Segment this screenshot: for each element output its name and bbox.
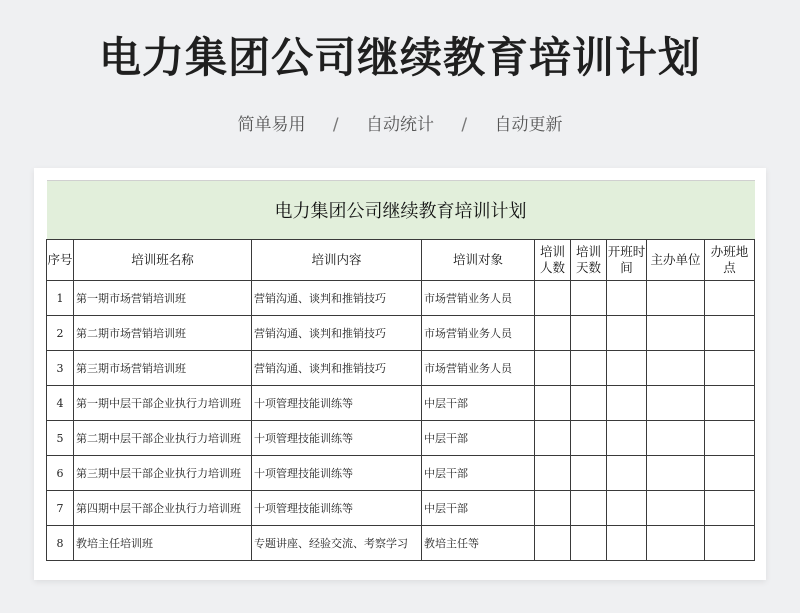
cell-organizer[interactable] bbox=[647, 491, 705, 526]
spreadsheet-preview bbox=[34, 168, 766, 580]
cell-organizer[interactable] bbox=[647, 421, 705, 456]
cell-location[interactable] bbox=[705, 316, 755, 351]
cell-name[interactable]: 教培主任培训班 bbox=[74, 526, 252, 561]
cell-target[interactable]: 中层干部 bbox=[422, 386, 535, 421]
cell-target[interactable]: 教培主任等 bbox=[422, 526, 535, 561]
column-header-target[interactable]: 培训对象 bbox=[422, 240, 535, 281]
column-header-organizer[interactable]: 主办单位 bbox=[647, 240, 705, 281]
column-header-location[interactable]: 办班地点 bbox=[705, 240, 755, 281]
column-header-name[interactable]: 培训班名称 bbox=[74, 240, 252, 281]
cell-days[interactable] bbox=[571, 456, 607, 491]
cell-start-time[interactable] bbox=[607, 491, 647, 526]
column-header-start-time[interactable]: 开班时间 bbox=[607, 240, 647, 281]
table-row bbox=[47, 316, 755, 351]
training-plan-table bbox=[46, 180, 755, 561]
cell-location[interactable] bbox=[705, 281, 755, 316]
cell-target[interactable]: 市场营销业务人员 bbox=[422, 281, 535, 316]
cell-target[interactable]: 市场营销业务人员 bbox=[422, 351, 535, 386]
cell-days[interactable] bbox=[571, 281, 607, 316]
cell-days[interactable] bbox=[571, 351, 607, 386]
table-body bbox=[47, 281, 755, 561]
cell-no[interactable]: 4 bbox=[47, 386, 74, 421]
cell-content[interactable]: 营销沟通、谈判和推销技巧 bbox=[252, 281, 422, 316]
sheet-title[interactable]: 电力集团公司继续教育培训计划 bbox=[47, 181, 755, 240]
tagline-item-auto-update: 自动更新 bbox=[494, 115, 563, 135]
cell-location[interactable] bbox=[705, 456, 755, 491]
sheet-title-row bbox=[47, 181, 755, 240]
cell-name[interactable]: 第一期市场营销培训班 bbox=[74, 281, 252, 316]
cell-headcount[interactable] bbox=[535, 386, 571, 421]
cell-headcount[interactable] bbox=[535, 316, 571, 351]
cell-location[interactable] bbox=[705, 421, 755, 456]
cell-organizer[interactable] bbox=[647, 281, 705, 316]
table-row bbox=[47, 386, 755, 421]
page-title: 电力集团公司继续教育培训计划 bbox=[98, 33, 701, 82]
cell-no[interactable]: 5 bbox=[47, 421, 74, 456]
cell-start-time[interactable] bbox=[607, 421, 647, 456]
table-row bbox=[47, 421, 755, 456]
cell-days[interactable] bbox=[571, 491, 607, 526]
cell-location[interactable] bbox=[705, 491, 755, 526]
cell-target[interactable]: 中层干部 bbox=[422, 456, 535, 491]
cell-headcount[interactable] bbox=[535, 456, 571, 491]
cell-content[interactable]: 十项管理技能训练等 bbox=[252, 421, 422, 456]
cell-location[interactable] bbox=[705, 386, 755, 421]
cell-content[interactable]: 专题讲座、经验交流、考察学习 bbox=[252, 526, 422, 561]
cell-no[interactable]: 1 bbox=[47, 281, 74, 316]
tagline-separator: / bbox=[332, 115, 339, 135]
cell-headcount[interactable] bbox=[535, 526, 571, 561]
column-header-no[interactable]: 序号 bbox=[47, 240, 74, 281]
cell-organizer[interactable] bbox=[647, 386, 705, 421]
cell-organizer[interactable] bbox=[647, 526, 705, 561]
cell-target[interactable]: 中层干部 bbox=[422, 491, 535, 526]
table-row bbox=[47, 351, 755, 386]
cell-location[interactable] bbox=[705, 351, 755, 386]
cell-organizer[interactable] bbox=[647, 316, 705, 351]
tagline-item-easy: 简单易用 bbox=[237, 115, 306, 135]
cell-start-time[interactable] bbox=[607, 281, 647, 316]
cell-organizer[interactable] bbox=[647, 351, 705, 386]
cell-name[interactable]: 第三期中层干部企业执行力培训班 bbox=[74, 456, 252, 491]
cell-no[interactable]: 2 bbox=[47, 316, 74, 351]
cell-days[interactable] bbox=[571, 386, 607, 421]
cell-name[interactable]: 第四期中层干部企业执行力培训班 bbox=[74, 491, 252, 526]
table-row bbox=[47, 526, 755, 561]
table-row bbox=[47, 491, 755, 526]
tagline-separator: / bbox=[461, 115, 468, 135]
cell-days[interactable] bbox=[571, 526, 607, 561]
column-header-headcount[interactable]: 培训人数 bbox=[535, 240, 571, 281]
feature-tagline bbox=[0, 112, 800, 138]
column-header-content[interactable]: 培训内容 bbox=[252, 240, 422, 281]
cell-content[interactable]: 十项管理技能训练等 bbox=[252, 491, 422, 526]
cell-start-time[interactable] bbox=[607, 316, 647, 351]
cell-no[interactable]: 8 bbox=[47, 526, 74, 561]
cell-start-time[interactable] bbox=[607, 386, 647, 421]
cell-days[interactable] bbox=[571, 316, 607, 351]
cell-content[interactable]: 营销沟通、谈判和推销技巧 bbox=[252, 316, 422, 351]
cell-days[interactable] bbox=[571, 421, 607, 456]
cell-name[interactable]: 第二期市场营销培训班 bbox=[74, 316, 252, 351]
cell-headcount[interactable] bbox=[535, 421, 571, 456]
tagline-item-auto-stats: 自动统计 bbox=[366, 115, 434, 135]
table-row bbox=[47, 456, 755, 491]
cell-start-time[interactable] bbox=[607, 456, 647, 491]
cell-name[interactable]: 第二期中层干部企业执行力培训班 bbox=[74, 421, 252, 456]
cell-start-time[interactable] bbox=[607, 351, 647, 386]
cell-headcount[interactable] bbox=[535, 351, 571, 386]
cell-location[interactable] bbox=[705, 526, 755, 561]
cell-content[interactable]: 营销沟通、谈判和推销技巧 bbox=[252, 351, 422, 386]
cell-no[interactable]: 6 bbox=[47, 456, 74, 491]
cell-no[interactable]: 3 bbox=[47, 351, 74, 386]
cell-content[interactable]: 十项管理技能训练等 bbox=[252, 456, 422, 491]
cell-organizer[interactable] bbox=[647, 456, 705, 491]
cell-no[interactable]: 7 bbox=[47, 491, 74, 526]
cell-name[interactable]: 第三期市场营销培训班 bbox=[74, 351, 252, 386]
cell-target[interactable]: 中层干部 bbox=[422, 421, 535, 456]
table-row bbox=[47, 281, 755, 316]
column-header-days[interactable]: 培训天数 bbox=[571, 240, 607, 281]
cell-headcount[interactable] bbox=[535, 491, 571, 526]
table-header-row bbox=[47, 240, 755, 281]
cell-name[interactable]: 第一期中层干部企业执行力培训班 bbox=[74, 386, 252, 421]
cell-target[interactable]: 市场营销业务人员 bbox=[422, 316, 535, 351]
cell-content[interactable]: 十项管理技能训练等 bbox=[252, 386, 422, 421]
cell-headcount[interactable] bbox=[535, 281, 571, 316]
cell-start-time[interactable] bbox=[607, 526, 647, 561]
